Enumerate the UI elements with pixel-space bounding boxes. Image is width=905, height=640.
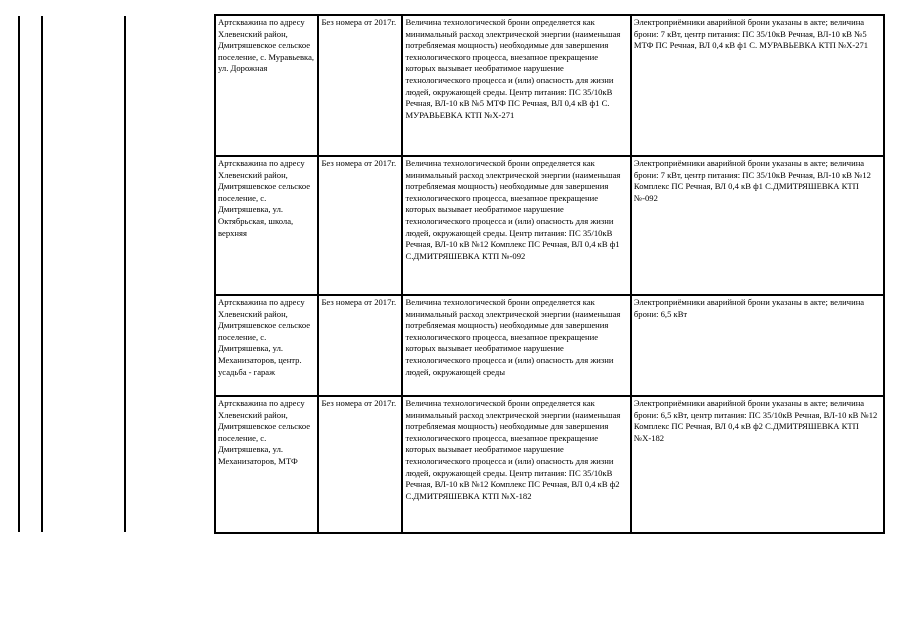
table-row	[215, 156, 884, 295]
left-column-border-1	[18, 16, 20, 532]
number-cell: Без номера от 2017г.	[318, 156, 402, 295]
address-cell: Артскважина по адресу Хлевенский район, Дмитряшевское сельское поселение, с. Дмитряшевка, ул. Механизаторов, МТФ	[215, 396, 318, 533]
number-cell: Без номера от 2017г.	[318, 15, 402, 156]
notes-cell: Электроприёмники аварийной брони указаны в акте; величина брони: 7 кВт, центр питания: ПС 35/10кВ Речная, ВЛ-10 кВ №12 Комплекс ПС Речная, ВЛ 0,4 кВ ф1 С.ДМИТРЯШЕВКА КТП №-092	[631, 156, 884, 295]
table-row	[215, 295, 884, 396]
emergency-reserve-table	[214, 14, 885, 534]
address-cell: Артскважина по адресу Хлевенский район, Дмитряшевское сельское поселение, с. Дмитряшевка, ул. Октябрьская, школа, верхняя	[215, 156, 318, 295]
number-cell: Без номера от 2017г.	[318, 295, 402, 396]
description-cell: Величина технологической брони определяется как минимальный расход электрической энергии (наименьшая потребляемая мощность) необходимые для завершения технологического процесса, внезапное прекращение которых вызывает необратимое нарушение технологического процесса и (или) опасность для жизни людей, окружающей среды. Центр питания: ПС 35/10кВ Речная, ВЛ-10 кВ №12 Комплекс ПС Речная, ВЛ 0,4 кВ ф1 С.ДМИТРЯШЕВКА КТП №-092	[402, 156, 630, 295]
description-cell: Величина технологической брони определяется как минимальный расход электрической энергии (наименьшая потребляемая мощность) необходимые для завершения технологического процесса, внезапное прекращение которых вызывает необратимое нарушение технологического процесса и (или) опасность для жизни людей, окружающей среды	[402, 295, 630, 396]
description-cell: Величина технологической брони определяется как минимальный расход электрической энергии (наименьшая потребляемая мощность) необходимые для завершения технологического процесса, внезапное прекращение которых вызывает необратимое нарушение технологического процесса и (или) опасность для жизни людей, окружающей среды. Центр питания: ПС 35/10кВ Речная, ВЛ-10 кВ №12 Комплекс ПС Речная, ВЛ 0,4 кВ ф2 С.ДМИТРЯШЕВКА КТП №Х-182	[402, 396, 630, 533]
notes-cell: Электроприёмники аварийной брони указаны в акте; величина брони: 6,5 кВт, центр питания: ПС 35/10кВ Речная, ВЛ-10 кВ №12 Комплекс ПС Речная, ВЛ 0,4 кВ ф2 С.ДМИТРЯШЕВКА КТП №Х-182	[631, 396, 884, 533]
notes-cell: Электроприёмники аварийной брони указаны в акте; величина брони: 7 кВт, центр питания: ПС 35/10кВ Речная, ВЛ-10 кВ №5 МТФ ПС Речная, ВЛ 0,4 кВ ф1 С. МУРАВЬЕВКА КТП №Х-271	[631, 15, 884, 156]
notes-cell: Электроприёмники аварийной брони указаны в акте; величина брони: 6,5 кВт	[631, 295, 884, 396]
number-cell: Без номера от 2017г.	[318, 396, 402, 533]
address-cell: Артскважина по адресу Хлевенский район, Дмитряшевское сельское поселение, с. Муравьевка, ул. Дорожная	[215, 15, 318, 156]
table-row	[215, 396, 884, 533]
table-row	[215, 15, 884, 156]
address-cell: Артскважина по адресу Хлевенский район, Дмитряшевское сельское поселение, с. Дмитряшевка, ул. Механизаторов, центр. усадьба - гараж	[215, 295, 318, 396]
description-cell: Величина технологической брони определяется как минимальный расход электрической энергии (наименьшая потребляемая мощность) необходимые для завершения технологического процесса, внезапное прекращение которых вызывает необратимое нарушение технологического процесса и (или) опасность для жизни людей, окружающей среды. Центр питания: ПС 35/10кВ Речная, ВЛ-10 кВ №5 МТФ ПС Речная, ВЛ 0,4 кВ ф1 С. МУРАВЬЕВКА КТП №Х-271	[402, 15, 630, 156]
left-column-border-3	[124, 16, 126, 532]
left-column-border-2	[41, 16, 43, 532]
